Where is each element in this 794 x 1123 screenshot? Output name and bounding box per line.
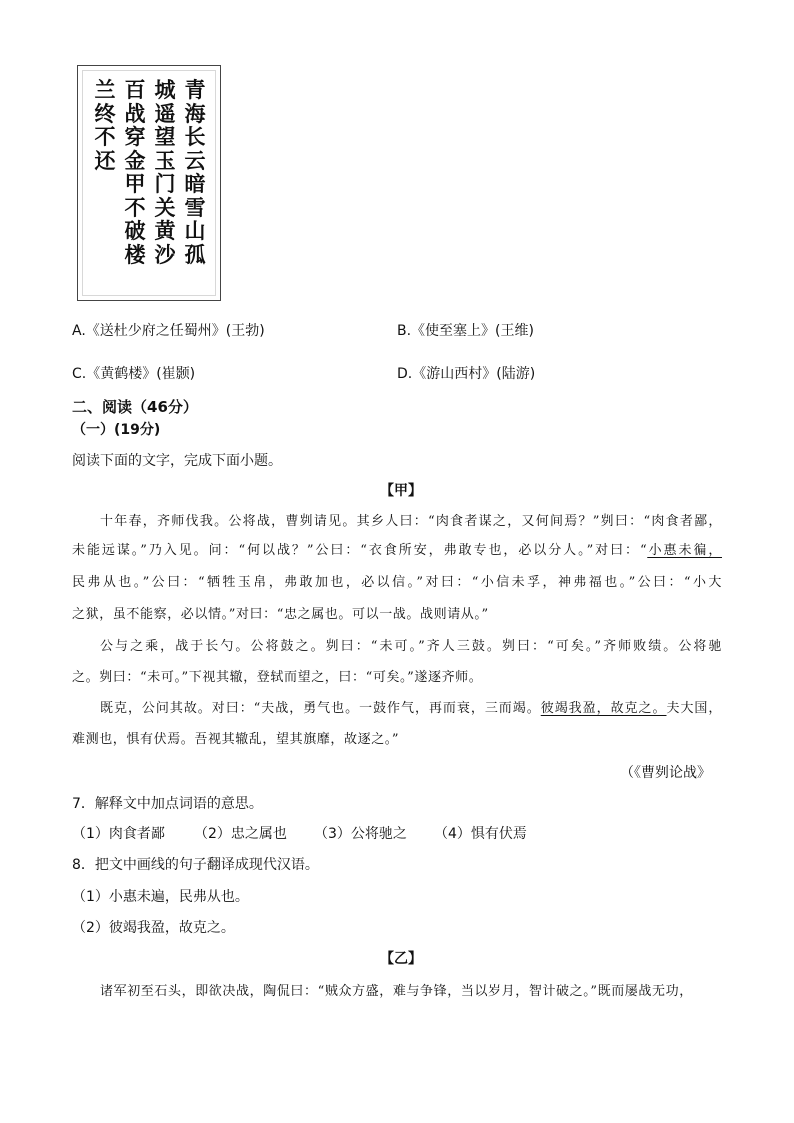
calligraphy-char: 甲 — [124, 171, 146, 196]
passage-yi-heading: 【乙】 — [380, 951, 422, 967]
calligraphy-char: 金 — [124, 147, 146, 173]
calligraphy-char: 战 — [124, 100, 146, 126]
option-c[interactable]: C.《黄鹤楼》(崔颢) — [72, 366, 196, 382]
calligraphy-char: 黄 — [154, 218, 176, 243]
calligraphy-char: 终 — [94, 100, 116, 126]
calligraphy-char: 关 — [154, 194, 176, 220]
jia-p3-line2: 难测也，惧有伏焉。吾视其辙乱，望其旗靡，故逐之。” — [72, 732, 400, 747]
reading-instruction: 阅读下面的文字，完成下面小题。 — [72, 453, 282, 469]
question-8-title: 8．把文中画线的句子翻译成现代汉语。 — [72, 857, 319, 873]
jia-p3-text-b: 夫大国， — [666, 701, 722, 716]
jia-p2-line1: 公与之乘，战于长勺。公将鼓之。刿曰：“未可。”齐人三鼓。刿曰：“可矣。”齐师败绩。公将驰 — [100, 639, 722, 654]
q7-item-2: （2）忠之属也 — [194, 826, 287, 842]
calligraphy-char: 孤 — [184, 241, 206, 267]
question-7-title: 7．解释文中加点词语的意思。 — [72, 796, 263, 812]
jia-p2-line2: 之。刿曰：“未可。”下视其辙，登轼而望之，曰：“可矣。”遂逐齐师。 — [72, 670, 483, 685]
calligraphy-char: 长 — [184, 124, 206, 149]
calligraphy-image — [77, 65, 221, 301]
jia-p1-line2 — [72, 542, 722, 560]
q7-item-4: （4）惧有伏焉 — [434, 826, 527, 842]
calligraphy-char: 山 — [184, 218, 206, 243]
calligraphy-char: 暗 — [184, 171, 206, 196]
calligraphy-char: 望 — [154, 124, 176, 149]
calligraphy-char: 百 — [124, 77, 146, 102]
jia-p1-line4: 之狱，虽不能察，必以情。”对曰：“忠之属也。可以一战。战则请从。” — [72, 607, 489, 622]
calligraphy-char: 破 — [124, 218, 146, 243]
q7-item-3: （3）公将驰之 — [314, 826, 407, 842]
q7-item-1: （1）肉食者鄙 — [72, 826, 165, 842]
section-title: 二、阅读（46分） — [72, 398, 198, 416]
jia-p1-line3 — [72, 574, 722, 592]
calligraphy-column-2 — [152, 78, 178, 266]
option-d[interactable]: D.《游山西村》(陆游) — [397, 366, 536, 382]
jia-p1-line3-text: 民弗从也。”公曰：“牺牲玉帛，弗敢加也，必以信。”对曰：“小信未孚，神弗福也。”公曰：“小大 — [72, 575, 722, 590]
yi-p1-line1: 诸军初至石头，即欲决战，陶侃曰：“贼众方盛，难与争锋，当以岁月，智计破之。”既而屡战无功， — [100, 984, 693, 999]
jia-underlined-sentence-1a: 小惠未徧， — [647, 543, 722, 558]
passage-jia-heading: 【甲】 — [380, 483, 422, 499]
calligraphy-char: 玉 — [154, 147, 176, 173]
jia-p3-text-a: 既克，公问其故。对曰：“夫战，勇气也。一鼓作气，再而衰，三而竭。 — [100, 701, 541, 716]
option-b[interactable]: B.《使至塞上》(王维) — [397, 323, 534, 339]
q8-item-1: （1）小惠未遍，民弗从也。 — [72, 889, 249, 905]
calligraphy-char: 楼 — [124, 241, 146, 267]
calligraphy-char: 云 — [184, 147, 206, 173]
passage-source: （《曹刿论战》 — [620, 765, 711, 781]
calligraphy-char: 海 — [184, 100, 206, 126]
calligraphy-char: 还 — [94, 147, 116, 173]
calligraphy-char: 城 — [154, 77, 176, 102]
calligraphy-char: 遥 — [154, 100, 176, 126]
calligraphy-char: 雪 — [184, 194, 206, 220]
calligraphy-column-1 — [182, 78, 208, 266]
calligraphy-char: 门 — [154, 171, 176, 196]
option-a[interactable]: A.《送杜少府之任蜀州》(王勃) — [72, 323, 265, 339]
jia-p3-line1 — [72, 700, 722, 718]
calligraphy-column-4 — [92, 78, 118, 172]
calligraphy-char: 不 — [124, 194, 146, 220]
q8-item-2: （2）彼竭我盈，故克之。 — [72, 920, 235, 936]
section-subtitle: （一）(19分) — [72, 422, 161, 438]
calligraphy-char: 不 — [94, 124, 116, 149]
jia-p1-line1: 十年春，齐师伐我。公将战，曹刿请见。其乡人曰：“肉食者谋之，又何间焉？”刿曰：“肉食者鄙， — [100, 514, 722, 529]
jia-p1-line2-text: 未能远谋。”乃入见。问：“何以战？”公曰：“衣食所安，弗敢专也，必以分人。”对曰：“ — [72, 543, 648, 558]
calligraphy-column-3 — [122, 78, 148, 266]
calligraphy-char: 青 — [184, 77, 206, 102]
jia-underlined-sentence-2: 彼竭我盈，故克之。 — [540, 701, 667, 716]
calligraphy-char: 兰 — [94, 77, 116, 102]
calligraphy-char: 穿 — [124, 124, 146, 149]
calligraphy-char: 沙 — [154, 241, 176, 267]
